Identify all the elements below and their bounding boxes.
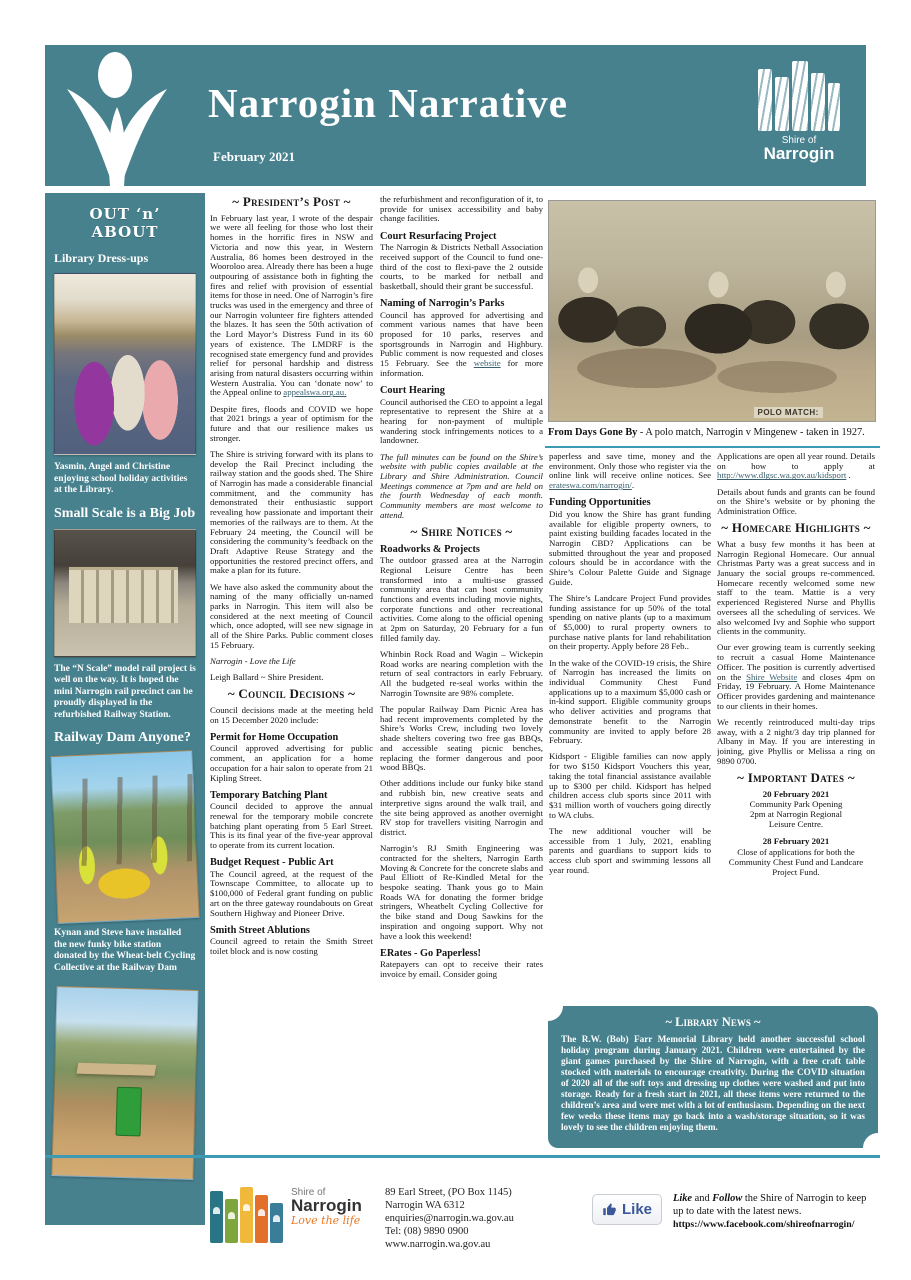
paragraph: The popular Railway Dam Picnic Area has had recent improvements completed by the Shire’s Works Crew, including two lovely shade shelters covering two free gas BBQs, and accessible seating picnic benches, replacing the former dangerous and poor wood BBQs. [380,704,543,773]
fb-text: and [692,1193,713,1204]
address-street: 89 Earl Street, (PO Box 1145) [385,1187,512,1198]
polo-match-label: POLO MATCH: [754,407,823,418]
paragraph: Ratepayers can opt to receive their rates invoice by email. Consider going [380,959,543,979]
sidebar-heading-railway-dam: Railway Dam Anyone? [54,730,191,745]
paragraph: In the wake of the COVID-19 crisis, the Shire of Narrogin has increased the limits on individual Community Chest Fund applications up to a maximum $5,000 cash or in-kind support. Eligible community groups who deliver activities and programs that demonstrate benefit to the Narrogin community are invited to apply before 28 February. [549,657,711,746]
homecare-text: and closes 4pm on Friday, 19 February. A Home Maintenance Officer provides gardening and maintenance to our clients in their homes. [717,671,875,711]
library-dressups-photo [54,273,196,455]
item-heading: Temporary Batching Plant [210,789,328,801]
homecare-text: Our ever growing team is currently seeking to recruit a casual Home Maintenance Officer. The position is currently advertised on the [717,642,875,682]
paragraph [549,452,711,491]
sidebar-banner: OUT ‘n’ ABOUT [89,205,161,241]
paragraph: We recently reintroduced multi-day trips away, with a 2 night/3 day trip planned for Albany in May. If you are interesting in joining, give Phyllis or Melissa a ring on 9890 0700. [717,716,875,766]
paragraph: the refurbishment and reconfiguration of it, to provide for unisex accessibility and baby change facilities. [380,195,543,224]
footer-logo-text [291,1183,362,1243]
paragraph: Other additions include our funky bike stand and rubbish bin, new creative seats and interpretive signs around the walk trail, and the site being approved as another overnight RV stop for travellers visiting Narrogin and district. [380,778,543,837]
fb-follow-word: Follow [712,1193,743,1204]
footer-logo-tagline: Love the life [291,1214,361,1227]
paragraph: Council agreed to retain the Smith Street toilet block and is now costing [210,936,373,956]
column-homecare [717,452,875,1002]
paragraph: The Shire’s Landcare Project Fund provides funding assistance for up 50% of the total spending on native plants (up to a maximum of $5,000) to rural property owners to purchase native plants for land rehabilitation on their property. Apply before 28 Feb.. [549,592,711,652]
sidebar-heading-small-scale: Small Scale is a Big Job [54,505,196,521]
fb-text: the Shire of Narrogin to keep up to date with the latest news. [673,1193,867,1217]
address-website[interactable]: www.narrogin.wa.gov.au [385,1239,491,1250]
library-news-box [548,1006,878,1148]
library-dressups-caption: Yasmin, Angel and Christine enjoying school holiday activities at the Library. [54,462,188,495]
item-heading: Funding Opportunities [549,497,651,509]
event-detail: Close of applications for both the Community Chest Fund and Landcare Project Fund. [728,847,864,877]
paragraph: The Council agreed, at the request of the Townscape Committee, to allocate up to $100,000 of Federal grant funding on public art on the three gateway roundabouts on Great Southern Highway and Pioneer Drive. [210,868,373,918]
column-shire-notices [380,195,543,1153]
polo-match-photo [548,200,876,422]
divider-rule-bottom [45,1155,880,1158]
shire-website-link[interactable]: Shire Website [746,671,798,682]
paragraph: The outdoor grassed area at the Narrogin Regional Leisure Centre has been transformed into a multi-use grassed community area that can host community functions and events including movie nights, corporate functions and other recreational activities. Come along to the official opening at 2pm on Saturday, 20 February for a fun filled family day. [380,555,543,643]
polo-caption-title: From Days Gone By [548,427,638,438]
paragraph: What a busy few months it has been at Narrogin Regional Homecare. Our annual Christmas Party was a great success and in January the social groups re-commenced. Homecare recently welcomed some new staff to the team. Mattie is a very experienced Registered Nurse and Phyllis oversees all the scheduling of services. We also welcomed Ivy and Sophie who support clients in the community. [717,538,875,637]
model-station-building [69,567,178,622]
shire-logo-line2: Narrogin [763,144,835,163]
event-date: 20 February 2021 [762,788,830,799]
event-detail: 2pm at Narrogin Regional [749,809,843,819]
item-heading: Court Hearing [380,385,445,397]
address-phone: Tel: (08) 9890 0900 [385,1226,469,1237]
column-presidents-post [210,195,373,1153]
facebook-promo-text [673,1192,879,1231]
paragraph: The Shire is striving forward with its plans to develop the Rail Precinct including the railway station and the goods shed. The Shire of Narrogin has made a considerable financial commitment, and the community has demonstrated their enthusiastic support revealing how passionate and important their memories of the railways are to them. At the February 24 meeting, the Council will be considering the community’s feedback on the Draft Adaptive Reuse Strategy and the opportunities the restored precinct offers, and make a plan for its future. [210,448,373,576]
shire-logo-footer [210,1183,362,1243]
paragraph: We have also asked the community about the naming of the many officially un-named parks in Narrogin. This item will also be considered at the next meeting of Council which, once adopted, will see new signage in all of the Shire Parks. Public comment closes 15 February. [210,581,373,650]
paragraph: Council decisions made at the meeting held on 15 December 2020 include: [210,705,373,725]
kidsport-link[interactable]: http://www.dlgsc.wa.gov.au/kidsport [717,470,847,481]
address-town: Narrogin WA 6312 [385,1200,465,1211]
facebook-url[interactable]: https://www.facebook.com/shireofnarrogin/ [673,1219,855,1230]
event-detail: Community Park Opening [749,799,843,810]
shire-tagline: Narrogin - Love the Life [210,655,296,666]
item-heading: Permit for Home Occupation [210,731,339,743]
library-news-heading: ~ Library News ~ [665,1015,761,1029]
picnic-area-photo [51,986,198,1180]
picnic-shelter-roof [77,1063,157,1076]
paragraph: Council decided to approve the annual renewal for the temporary mobile concrete batching plant operating from 5 Earl Street. This is its final year of the five-year approval to operate from its current location. [210,801,373,851]
person-figure-icon [55,45,185,186]
presidents-post-heading: ~ President’s Post ~ [232,195,351,209]
item-heading: Court Resurfacing Project [380,230,497,242]
issue-date: February 2021 [213,149,295,164]
bike-station-photo [50,750,199,924]
facebook-like-button[interactable] [592,1194,662,1225]
erates-text: . [631,480,635,491]
paragraph: Whinbin Rock Road and Wagin – Wickepin Road works are nearing completion with the return of seal contractors in early February. All the budgeted re-seal works within the Narrogin Townsite are 98% complete. [380,649,543,698]
item-heading: Smith Street Ablutions [210,924,310,936]
paragraph: Council authorised the CEO to appoint a legal representative to represent the Shire at a hearing for non-payment of multiple wandering stock infringements notices to a landowner. [380,396,543,446]
kidsport-text: . [846,470,851,481]
green-bin [115,1087,142,1137]
library-news-body: The R.W. (Bob) Farr Memorial Library held another successful school holiday program during January 2021. Children were entertained by the giant games purchased by the Shire of Narrogin, with a free craft table stocked with materials to encourage creativity. During the COVID situation of 2020 all of the soft toys and dressing up clothes were washed and put into storage. Ready for a fresh start in 2021, all these items were returned to the children’s area and were met with a lot of enthusiasm. Depending on the next few weeks these items may go back into a wash/storage situation, so it was lovely to see the children enjoying them. [561,1034,865,1132]
event-detail: Leisure Centre. [768,818,824,829]
paragraph: Did you know the Shire has grant funding available for eligible property owners, to paint existing building facades located in the Narrogin CBD? Applications can be submitted throughout the year and proposed colours should be in accordance with the Shire’s Colour Palette Guide and Signage Guide. [549,508,711,587]
council-decisions-heading: ~ Council Decisions ~ [227,686,356,702]
sidebar-heading-library-dressups: Library Dress-ups [54,251,149,265]
paragraph: Despite fires, floods and COVID we hope that 2021 brings a year of optimism for the future and that our resilience makes us stronger. [210,403,373,443]
paragraph: Narrogin’s RJ Smith Engineering was contracted for the shelters, Narrogin Earth Moving & Concrete for the concrete slabs and Paul Elliott of Re-Kindled Metal for the bespoke seating. Thank yous go to Main Roads WA for donating the former bridge stringers, Wheatbelt Cycling Collective for the bike stand and Doug Sawkins for the inspiration and ongoing support. Why not have a look this weekend! [380,843,543,941]
shire-logo-art-icon [738,59,860,131]
paragraph [717,643,875,711]
item-heading: Budget Request - Public Art [210,857,334,869]
paragraph: Council approved advertising for public comment, an application for a home occupation for a hair salon to operate from 21 Kipling Street. [210,743,373,783]
polo-caption [548,427,876,438]
erateswa-link[interactable]: erateswa.com/narrogin/ [549,480,632,491]
minutes-note: The full minutes can be found on the Shire’s website with public copies available at the Library and Shire Administration. Council Meetings commence at 7pm and are held on the fourth Wednesday of each month. Community members are most welcome to attend. [380,451,543,520]
polo-caption-text: - A polo match, Narrogin v Mingenew - taken in 1927. [637,427,865,438]
president-signoff: Leigh Ballard ~ Shire President. [210,672,324,683]
item-heading: Naming of Narrogin’s Parks [380,298,505,310]
kidsport-text: Applications are open all year round. Details on how to apply at [717,452,875,471]
paragraph [380,311,543,379]
shire-logo-line1: Shire of [781,135,817,146]
paragraph: The Narrogin & Districts Netball Association received support of the Council to fund one-third of the cost to flexi-pave the 2 outside courts, to be marked for netball and basketball, should their grant be successful. [380,242,543,291]
like-button-label: Like [621,1201,652,1218]
naming-parks-text: for more information. [380,358,543,378]
out-n-about-sidebar [45,193,205,1225]
shire-logo-color-icon [210,1183,283,1243]
naming-parks-text: Council has approved for advertising and comment various names that have been proposed for 10 parks, reserves and sportsgrounds in Narrogin and Highbury. Public comment is now requested and closes 15 February. See the [380,309,543,369]
paragraph: The new additional voucher will be accessible from 1 July, 2021, enabling parents and guardians to support kids to access club sport and swimming lessons all year round. [549,825,711,875]
website-link[interactable]: website [473,358,501,369]
important-dates-list [717,790,875,878]
item-heading: ERates - Go Paperless! [380,947,481,959]
divider-rule-top [545,446,880,448]
shire-notices-heading: ~ Shire Notices ~ [410,523,513,539]
model-rail-photo [54,529,196,657]
bike-station-caption: Kynan and Steve have installed the new funky bike station donated by the Wheat-belt Cycling Collective at the Railway Dam [54,928,196,973]
masthead [45,45,866,186]
footer-logo-line1: Shire of [291,1187,326,1198]
presidents-post-text: In February last year, I wrote of the despair we were all feeling for those who lost their homes in the horrific fires in NSW and Victoria and now this year, in Western Australia, 86 homes been destroyed in the Wooroloo area. Already there has been a huge outpouring of assistance both in fighting the fires and relief with provision of essential items for those in need. One of Narrogin’s fire trucks was used in the emergency and three of our Narrogin volunteer fire fighters attended the blazes. It has seen the 50th activation of the Lord Mayor’s Distress Fund in its 60 years of existence. The LMDRF is the recognised state emergency fund and provides relief for personal hardship and distress arising from natural disasters occurring within Western Australia. You can ‘donate now’ to the Appeal online to [210,212,373,398]
homecare-heading: ~ Homecare Highlights ~ [721,520,871,536]
fb-like-word: Like [673,1193,693,1204]
model-rail-caption: The “N Scale” model rail project is well on the way. It is hoped the mini Narrogin rail precinct can be proudly displayed in the refurbished Railway Station. [54,663,196,720]
appealswa-link[interactable]: appealswa.org.au. [283,387,347,398]
thumbs-up-icon [602,1202,617,1217]
column-funding [549,452,711,1002]
shire-logo-white [738,59,860,162]
paragraph [717,452,875,481]
address-email[interactable]: enquiries@narrogin.wa.gov.au [385,1213,514,1224]
paragraph: Details about funds and grants can be found on the Shire’s website or by phoning the Administration Office. [717,486,875,517]
newsletter-title: Narrogin Narrative [208,80,568,126]
paragraph [210,214,373,398]
item-heading: Roadworks & Projects [380,543,480,555]
event-date: 28 February 2021 [762,836,830,847]
footer-logo-line2: Narrogin [291,1196,362,1215]
important-dates-heading: ~ Important Dates ~ [737,769,855,785]
erates-text: paperless and save time, money and the environment. Only those who register via the online link will receive online notices. See [549,452,711,481]
footer-address [385,1186,514,1251]
days-gone-by-figure [548,200,876,438]
paragraph: Kidsport - Eligible families can now apply for two $150 Kidsport Vouchers this year, taking the total financial assistance available up to $300 per child. Kidsport has helped children access club sports since 2011 with $31 million worth of vouchers going directly to WA clubs. [549,751,711,820]
